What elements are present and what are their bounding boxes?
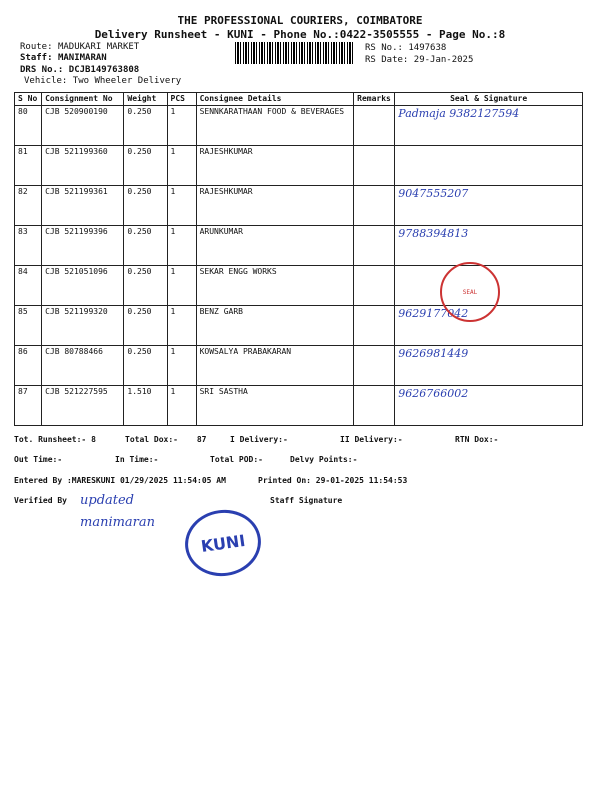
- cell-consignee: KOWSALYA PRABAKARAN: [196, 346, 354, 386]
- col-weight: Weight: [124, 93, 167, 106]
- cell-signature: 9047555207: [395, 186, 583, 226]
- cell-pcs: 1: [167, 226, 196, 266]
- cell-consignment: CJB 80788466: [42, 346, 124, 386]
- table-row: [15, 346, 583, 386]
- cell-consignment: CJB 521227595: [42, 386, 124, 426]
- cell-sno: 86: [15, 346, 42, 386]
- rs-no-label: RS No.:: [365, 43, 403, 53]
- seal-stamp: SEAL: [440, 262, 500, 322]
- table-row: [15, 306, 583, 346]
- delvy-points: Delvy Points:-: [290, 455, 358, 464]
- route-label: Route:: [20, 42, 53, 52]
- cell-sno: 80: [15, 106, 42, 146]
- entered-by: Entered By :MARESKUNI 01/29/2025 11:54:05 AM: [14, 476, 226, 485]
- ii-delivery: II Delivery:-: [340, 435, 403, 444]
- cell-sno: 85: [15, 306, 42, 346]
- vehicle-value: Two Wheeler Delivery: [72, 76, 182, 86]
- runsheet-table: [14, 92, 583, 426]
- cell-weight: 0.250: [124, 146, 167, 186]
- verified-signature: updated manimaran: [80, 493, 156, 530]
- cell-signature: 9626981449: [395, 346, 583, 386]
- table-row: [15, 186, 583, 226]
- cell-weight: 0.250: [124, 346, 167, 386]
- cell-consignee: SEKAR ENGG WORKS: [196, 266, 354, 306]
- total-runsheet: Tot. Runsheet:- 8: [14, 435, 96, 444]
- rs-no-value: 1497638: [408, 43, 447, 53]
- cell-consignment: CJB 521199320: [42, 306, 124, 346]
- cell-pcs: 1: [167, 106, 196, 146]
- cell-signature: 9626766002: [395, 386, 583, 426]
- col-remarks: Remarks: [354, 93, 395, 106]
- table-row: [15, 226, 583, 266]
- col-pcs: PCS: [167, 93, 196, 106]
- vehicle-label: Vehicle:: [24, 76, 68, 86]
- cell-signature: [395, 146, 583, 186]
- cell-signature: 9788394813: [395, 226, 583, 266]
- cell-weight: 1.510: [124, 386, 167, 426]
- cell-consignee: RAJESHKUMAR: [196, 146, 354, 186]
- cell-weight: 0.250: [124, 186, 167, 226]
- cell-consignee: RAJESHKUMAR: [196, 186, 354, 226]
- staff-label: Staff:: [20, 53, 53, 63]
- staff-value: MANIMARAN: [57, 53, 107, 63]
- table-row: [15, 106, 583, 146]
- out-time: Out Time:-: [14, 455, 63, 464]
- i-delivery: I Delivery:-: [230, 435, 288, 444]
- cell-pcs: 1: [167, 346, 196, 386]
- cell-consignment: CJB 521199360: [42, 146, 124, 186]
- cell-remarks: [354, 146, 395, 186]
- drs-value: DCJB149763808: [68, 65, 140, 75]
- cell-weight: 0.250: [124, 266, 167, 306]
- cell-sno: 82: [15, 186, 42, 226]
- cell-pcs: 1: [167, 146, 196, 186]
- cell-weight: 0.250: [124, 306, 167, 346]
- cell-consignment: CJB 521199396: [42, 226, 124, 266]
- cell-remarks: [354, 226, 395, 266]
- cell-weight: 0.250: [124, 106, 167, 146]
- cell-remarks: [354, 186, 395, 226]
- table-header-row: [15, 93, 583, 106]
- col-consignment: Consignment No: [42, 93, 124, 106]
- cell-pcs: 1: [167, 306, 196, 346]
- cell-sno: 81: [15, 146, 42, 186]
- cell-remarks: [354, 106, 395, 146]
- cell-consignee: ARUNKUMAR: [196, 226, 354, 266]
- cell-weight: 0.250: [124, 226, 167, 266]
- cell-sno: 87: [15, 386, 42, 426]
- staff-line: [20, 53, 107, 63]
- total-pod: Total POD:-: [210, 455, 263, 464]
- verified-by-label: Verified By: [14, 496, 67, 505]
- drs-line: [20, 65, 139, 75]
- cell-sno: 84: [15, 266, 42, 306]
- cell-consignee: SENNKARATHAAN FOOD & BEVERAGES: [196, 106, 354, 146]
- staff-signature-label: Staff Signature: [270, 496, 343, 505]
- cell-signature: Padmaja 9382127594: [395, 106, 583, 146]
- rs-date-value: 29-Jan-2025: [413, 55, 474, 65]
- route-line: [20, 42, 139, 52]
- barcode: [235, 42, 355, 64]
- cell-consignment: CJB 521051096: [42, 266, 124, 306]
- route-value: MADUKARI MARKET: [57, 42, 140, 52]
- table-row: [15, 386, 583, 426]
- table-row: [15, 146, 583, 186]
- cell-remarks: [354, 346, 395, 386]
- in-time: In Time:-: [115, 455, 159, 464]
- cell-pcs: 1: [167, 266, 196, 306]
- cell-consignee: BENZ GARB: [196, 306, 354, 346]
- cell-pcs: 1: [167, 186, 196, 226]
- cell-pcs: 1: [167, 386, 196, 426]
- col-seal-signature: Seal & Signature: [395, 93, 583, 106]
- vehicle-line: [24, 76, 181, 86]
- document-subtitle: Delivery Runsheet - KUNI - Phone No.:0422-3505555 - Page No.:8: [94, 28, 506, 41]
- document-title: THE PROFESSIONAL COURIERS, COIMBATORE: [177, 14, 423, 27]
- rtn-dox: RTN Dox:-: [455, 435, 499, 444]
- col-sno: S No: [15, 93, 42, 106]
- cell-consignee: SRI SASTHA: [196, 386, 354, 426]
- drs-label: DRS No.:: [20, 65, 64, 75]
- cell-remarks: [354, 266, 395, 306]
- cell-consignment: CJB 521199361: [42, 186, 124, 226]
- rs-date-label: RS Date:: [365, 55, 409, 65]
- cell-consignment: CJB 520900190: [42, 106, 124, 146]
- rs-no-line: [365, 43, 446, 53]
- total-dox-label: Total Dox:-: [125, 435, 178, 444]
- cell-remarks: [354, 386, 395, 426]
- kuni-stamp: KUNI: [181, 505, 265, 581]
- cell-signature: 9629177042: [395, 306, 583, 346]
- cell-sno: 83: [15, 226, 42, 266]
- col-consignee: Consignee Details: [196, 93, 354, 106]
- total-dox: [125, 435, 206, 444]
- printed-on: Printed On: 29-01-2025 11:54:53: [258, 476, 408, 485]
- total-dox-value: 87: [196, 435, 207, 444]
- cell-remarks: [354, 306, 395, 346]
- rs-date-line: [365, 55, 473, 65]
